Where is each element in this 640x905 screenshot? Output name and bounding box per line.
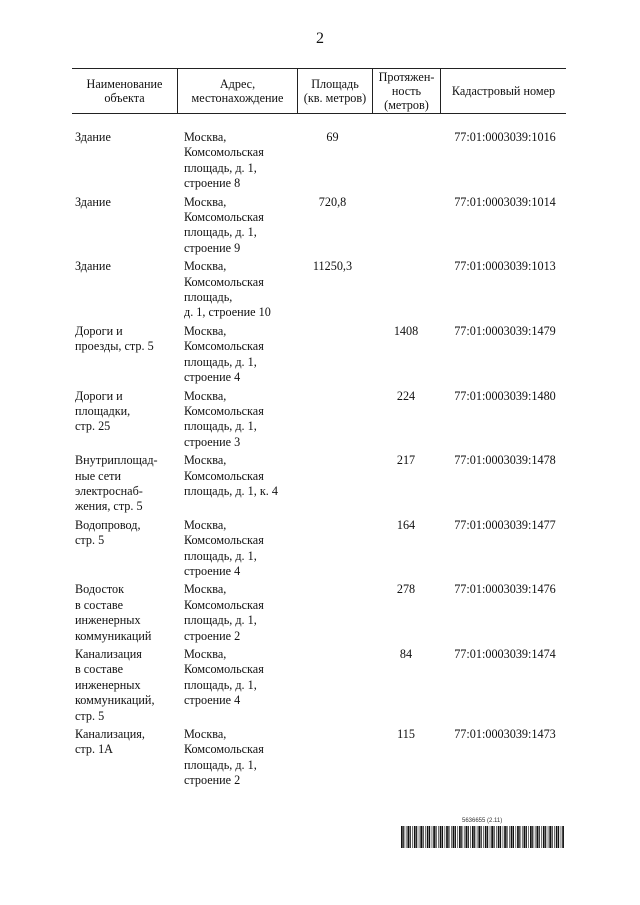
cell-name: Водосток в составе инженерных коммуникаций xyxy=(75,582,152,643)
cell-name: Канализация, стр. 1А xyxy=(75,727,145,757)
cell-address: Москва, Комсомольская площадь, д. 1, строение 4 xyxy=(184,647,264,708)
cell-name: Водопровод, стр. 5 xyxy=(75,517,141,548)
cell-cadastral: 77:01:0003039:1477 xyxy=(454,517,556,532)
cell-name: Внутриплощад- ные сети электроснаб- жения, стр. 5 xyxy=(75,453,158,514)
table-row xyxy=(72,727,566,789)
form-code: 5636655 (2.11) xyxy=(462,818,503,824)
objects-table xyxy=(72,68,566,792)
cell-cadastral: 77:01:0003039:1480 xyxy=(454,388,556,403)
table-body xyxy=(72,114,566,789)
cell-length xyxy=(372,195,440,257)
header-length: Протяжен- ность (метров) xyxy=(372,69,440,113)
cell-length xyxy=(372,130,440,192)
table-row xyxy=(72,130,566,192)
cell-name: Здание xyxy=(75,130,111,144)
cell-name: Здание xyxy=(75,259,111,274)
cell-area xyxy=(297,453,372,515)
cell-area xyxy=(297,389,372,451)
table-row xyxy=(72,324,566,386)
table-row xyxy=(72,453,566,515)
cell-address: Москва, Комсомольская площадь, д. 1, строение 2 xyxy=(184,727,264,788)
cell-area: 69 xyxy=(326,130,339,144)
cell-length xyxy=(372,259,440,321)
cell-length: 84 xyxy=(399,647,413,661)
cell-cadastral: 77:01:0003039:1013 xyxy=(454,259,556,274)
table-row xyxy=(72,647,566,724)
header-area: Площадь (кв. метров) xyxy=(297,69,372,113)
table-row xyxy=(72,195,566,257)
cell-length: 115 xyxy=(397,727,415,742)
cell-area xyxy=(297,582,372,644)
header-name: Наименование объекта xyxy=(86,77,163,105)
cell-length: 164 xyxy=(396,517,416,532)
table-row xyxy=(72,389,566,451)
cell-length: 224 xyxy=(396,388,416,403)
cell-cadastral: 77:01:0003039:1478 xyxy=(454,453,556,468)
cell-address: Москва, Комсомольская площадь, д. 1, строение 4 xyxy=(184,517,264,578)
cell-name: Здание xyxy=(75,194,111,209)
cell-name: Дороги и площадки, стр. 25 xyxy=(75,388,131,434)
cell-area xyxy=(297,647,372,724)
cell-address: Москва, Комсомольская площадь, д. 1, строение 2 xyxy=(184,582,264,643)
cell-cadastral: 77:01:0003039:1016 xyxy=(454,130,556,144)
cell-area: 11250,3 xyxy=(312,259,353,274)
cell-address: Москва, Комсомольская площадь, д. 1, к. 4 xyxy=(184,453,278,498)
cell-length: 1408 xyxy=(393,323,419,338)
cell-address: Москва, Комсомольская площадь, д. 1, строение 8 xyxy=(184,130,264,191)
cell-area xyxy=(297,727,372,789)
cell-name: Дороги и проезды, стр. 5 xyxy=(75,323,154,354)
header-address: Адрес, местонахождение xyxy=(177,69,297,113)
cell-address: Москва, Комсомольская площадь, д. 1, строение 4 xyxy=(184,323,264,385)
cell-area: 720,8 xyxy=(318,194,347,209)
cell-address: Москва, Комсомольская площадь, д. 1, строение 10 xyxy=(184,259,271,320)
page-number: 2 xyxy=(316,30,324,47)
cell-length: 278 xyxy=(396,582,416,597)
table-row xyxy=(72,582,566,644)
cell-address: Москва, Комсомольская площадь, д. 1, строение 9 xyxy=(184,194,264,255)
cell-cadastral: 77:01:0003039:1474 xyxy=(454,647,556,661)
cell-address: Москва, Комсомольская площадь, д. 1, строение 3 xyxy=(184,388,264,449)
cell-cadastral: 77:01:0003039:1479 xyxy=(454,323,556,338)
cell-cadastral: 77:01:0003039:1473 xyxy=(454,727,556,742)
barcode-image xyxy=(401,826,565,848)
cell-cadastral: 77:01:0003039:1476 xyxy=(454,582,556,597)
header-cadastral: Кадастровый номер xyxy=(440,69,566,113)
cell-cadastral: 77:01:0003039:1014 xyxy=(454,194,556,209)
table-row xyxy=(72,259,566,321)
cell-name: Канализация в составе инженерных коммуникаций, стр. 5 xyxy=(75,647,155,723)
cell-length: 217 xyxy=(396,453,416,468)
cell-area xyxy=(297,324,372,386)
table-row xyxy=(72,518,566,580)
cell-area xyxy=(297,518,372,580)
table-header xyxy=(72,68,566,114)
